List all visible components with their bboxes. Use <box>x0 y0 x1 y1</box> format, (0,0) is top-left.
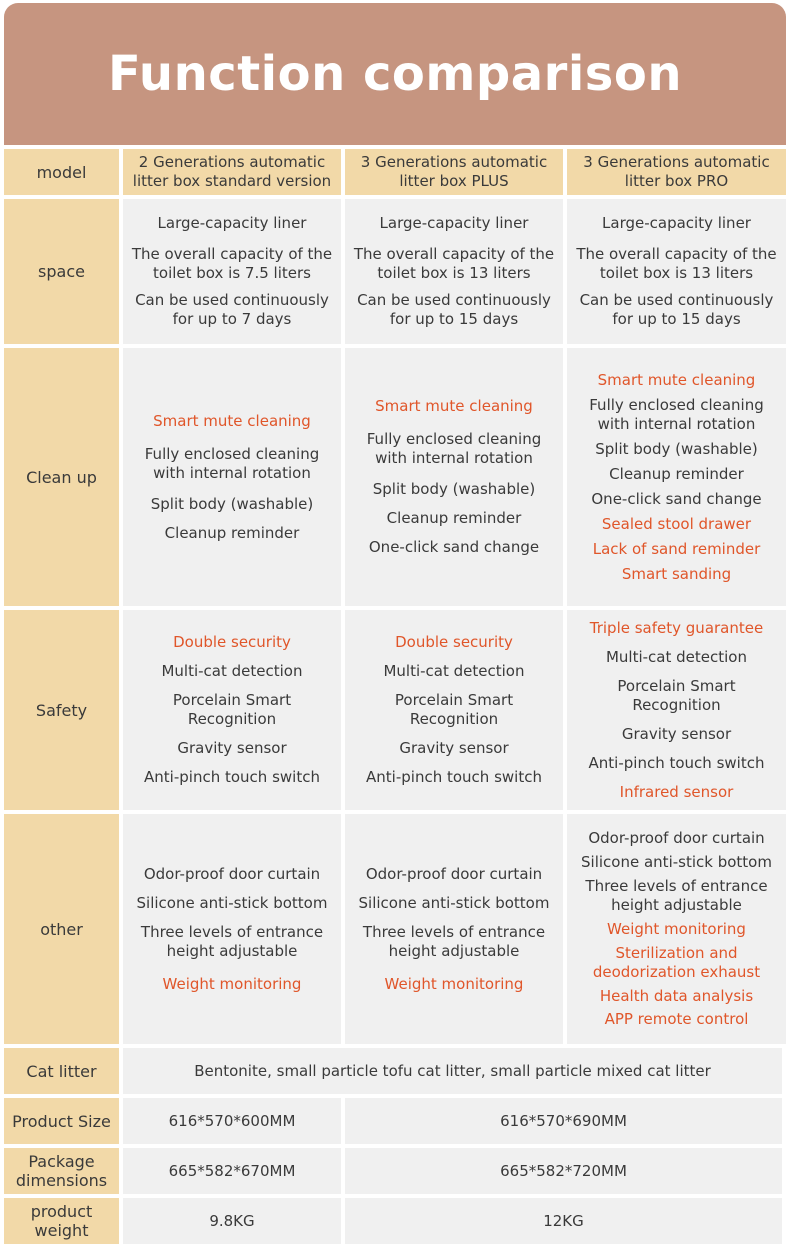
package-standard: 665*582*670MM <box>123 1148 341 1194</box>
row-label-size: Product Size <box>4 1098 119 1144</box>
row-safety <box>4 610 786 810</box>
row-size <box>4 1098 786 1144</box>
row-label-weight: product weight <box>4 1198 119 1244</box>
safety-pro: Triple safety guarantee Multi-cat detection Porcelain Smart Recognition Gravity sensor Anti-pinch touch switch Infrared sensor <box>567 610 786 810</box>
row-clean <box>4 348 786 606</box>
other-plus: Odor-proof door curtain Silicone anti-stick bottom Three levels of entrance height adjustable Weight monitoring <box>345 814 563 1044</box>
safety-standard: Double security Multi-cat detection Porcelain Smart Recognition Gravity sensor Anti-pinch touch switch <box>123 610 341 810</box>
space-standard: Large-capacity liner The overall capacity of the toilet box is 7.5 liters Can be used continuously for up to 7 days <box>123 199 341 344</box>
weight-plus-pro: 12KG <box>345 1198 782 1244</box>
model-pro: 3 Generations automatic litter box PRO <box>567 149 786 195</box>
clean-pro: Smart mute cleaning Fully enclosed cleaning with internal rotation Split body (washable) Cleanup reminder One-click sand change Sealed stool drawer Lack of sand reminder Smart sanding <box>567 348 786 606</box>
row-space <box>4 199 786 344</box>
clean-standard: Smart mute cleaning Fully enclosed cleaning with internal rotation Split body (washable) Cleanup reminder <box>123 348 341 606</box>
litter-value: Bentonite, small particle tofu cat litter, small particle mixed cat litter <box>123 1048 782 1094</box>
row-label-space: space <box>4 199 119 344</box>
row-label-safety: Safety <box>4 610 119 810</box>
row-label-other: other <box>4 814 119 1044</box>
row-label-model: model <box>4 149 119 195</box>
row-weight <box>4 1198 786 1244</box>
row-package <box>4 1148 786 1194</box>
clean-plus: Smart mute cleaning Fully enclosed cleaning with internal rotation Split body (washable) Cleanup reminder One-click sand change <box>345 348 563 606</box>
other-pro: Odor-proof door curtain Silicone anti-stick bottom Three levels of entrance height adjustable Weight monitoring Sterilization and deodorization exhaust Health data analysis APP remote control <box>567 814 786 1044</box>
row-label-package: Package dimensions <box>4 1148 119 1194</box>
size-plus-pro: 616*570*690MM <box>345 1098 782 1144</box>
space-pro: Large-capacity liner The overall capacity of the toilet box is 13 liters Can be used continuously for up to 15 days <box>567 199 786 344</box>
row-label-clean: Clean up <box>4 348 119 606</box>
model-standard: 2 Generations automatic litter box standard version <box>123 149 341 195</box>
other-standard: Odor-proof door curtain Silicone anti-stick bottom Three levels of entrance height adjustable Weight monitoring <box>123 814 341 1044</box>
weight-standard: 9.8KG <box>123 1198 341 1244</box>
row-other <box>4 814 786 1044</box>
page-title: Function comparison <box>108 46 682 102</box>
model-plus: 3 Generations automatic litter box PLUS <box>345 149 563 195</box>
page-header <box>4 3 786 145</box>
row-label-litter: Cat litter <box>4 1048 119 1094</box>
size-standard: 616*570*600MM <box>123 1098 341 1144</box>
space-plus: Large-capacity liner The overall capacity of the toilet box is 13 liters Can be used continuously for up to 15 days <box>345 199 563 344</box>
row-model <box>4 149 786 195</box>
comparison-table <box>4 149 786 1248</box>
package-plus-pro: 665*582*720MM <box>345 1148 782 1194</box>
safety-plus: Double security Multi-cat detection Porcelain Smart Recognition Gravity sensor Anti-pinch touch switch <box>345 610 563 810</box>
row-litter <box>4 1048 786 1094</box>
